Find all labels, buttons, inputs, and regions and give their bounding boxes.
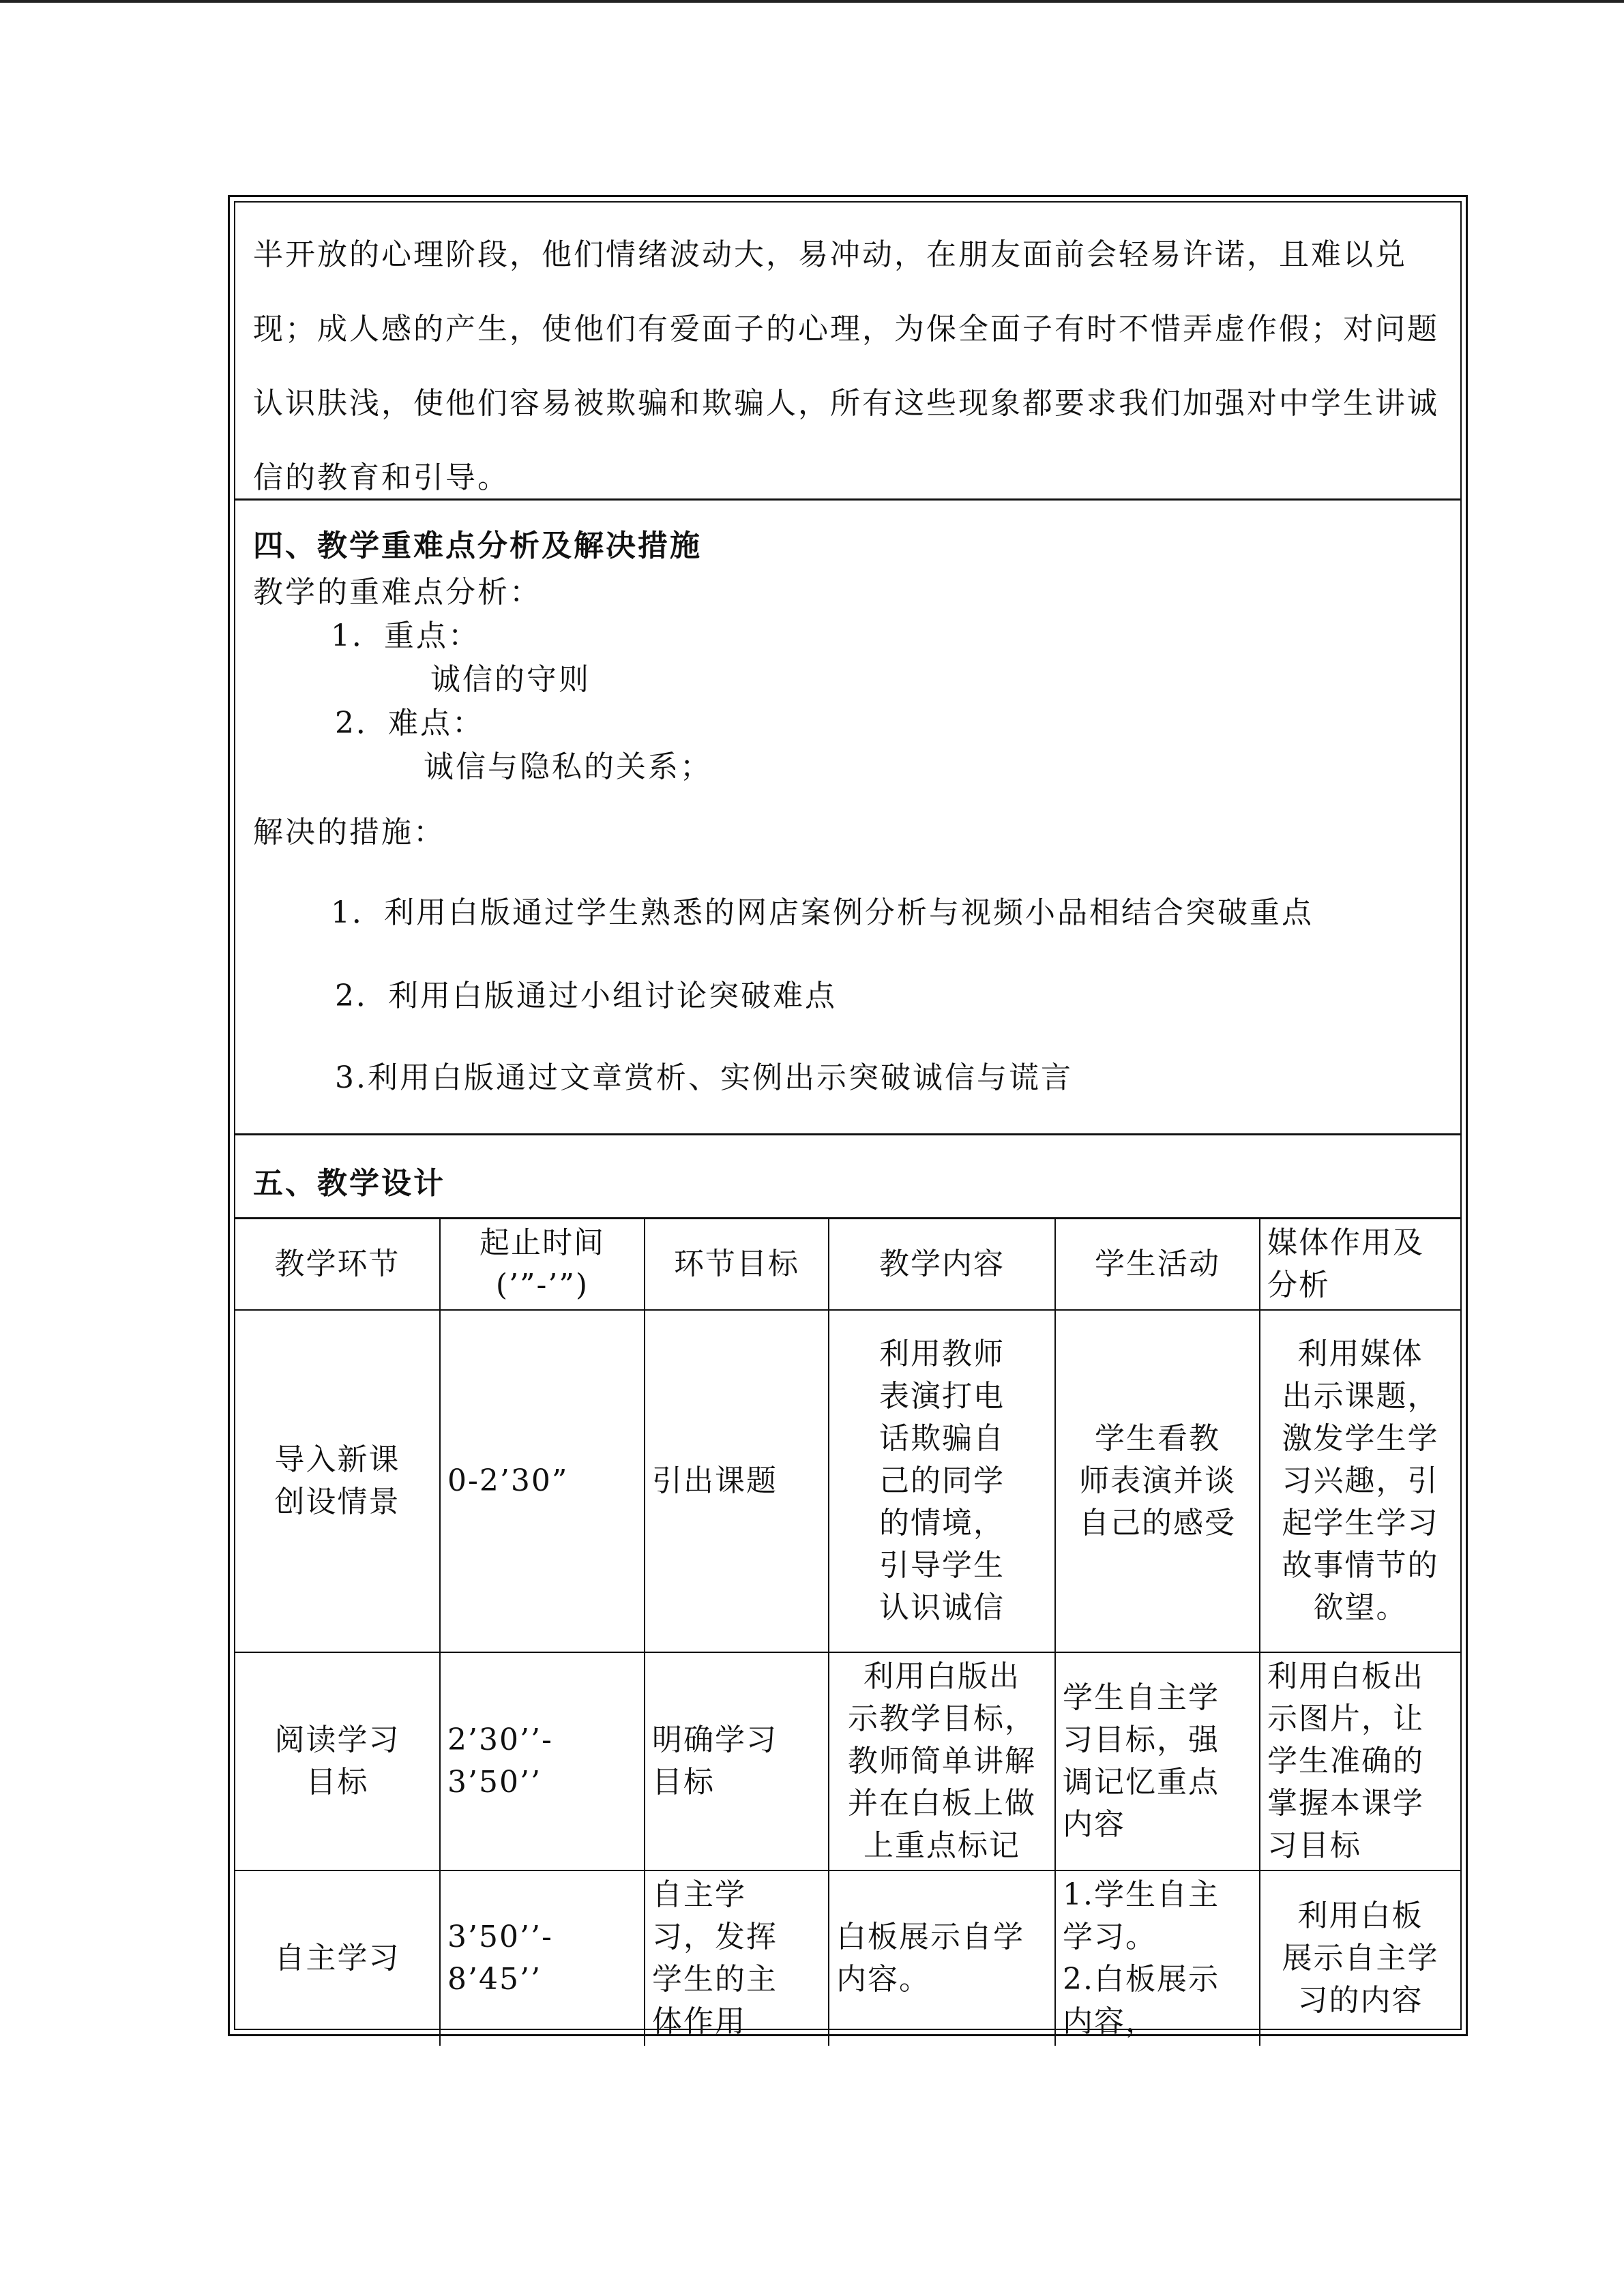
col-header-activity: 学生活动 [1055, 1219, 1260, 1311]
row1-media: 利用媒体 出示课题， 激发学生学 习兴趣，引 起学生学习 故事情节的 欲望。 [1260, 1310, 1460, 1652]
table-row [235, 1870, 1460, 2046]
measure-item-2: 2．利用白版通过小组讨论突破难点 [335, 979, 837, 1013]
row3-time: 3’50’’- 8’45’’ [440, 1870, 645, 2046]
section4-heading: 四、教学重难点分析及解决措施 [253, 528, 702, 563]
table-row [235, 1310, 1460, 1652]
row1-activity: 学生看教 师表演并谈 自己的感受 [1055, 1310, 1260, 1652]
row3-stage: 自主学习 [235, 1870, 440, 2046]
table-header-row [235, 1219, 1460, 1311]
measure-item-1: 1．利用白版通过学生熟悉的网店案例分析与视频小品相结合突破重点 [331, 895, 1314, 930]
col-header-stage: 教学环节 [235, 1219, 440, 1311]
section-key-difficult-points [235, 501, 1460, 1135]
page-top-rule [0, 0, 1624, 3]
document-table-frame [228, 195, 1468, 2039]
row1-goal: 引出课题 [645, 1310, 829, 1652]
row1-content: 利用教师 表演打电 话欺骗自 己的同学 的情境， 引导学生 认识诚信 [829, 1310, 1055, 1652]
student-analysis-paragraph: 半开放的心理阶段，他们情绪波动大，易冲动，在朋友面前会轻易许诺，且难以兑现；成人感的产生，使他们有爱面子的心理，为保全面子有时不惜弄虚作假；对问题认识肤浅，使他们容易被欺骗和欺骗人，所有这些现象都要求我们加强对中学生讲诚信的教育和引导。 [253, 237, 1439, 495]
row2-content: 利用白版出 示教学目标， 教师简单讲解 并在白板上做 上重点标记 [829, 1652, 1055, 1870]
col-header-time: 起止时间 (’”-’”) [440, 1219, 645, 1311]
row2-goal: 明确学习 目标 [645, 1652, 829, 1870]
measure-item-3: 3.利用白版通过文章赏析、实例出示突破诚信与谎言 [335, 1060, 1073, 1095]
row3-content: 白板展示自学 内容。 [829, 1870, 1055, 2046]
section-teaching-design [235, 1135, 1460, 2039]
row2-stage: 阅读学习 目标 [235, 1652, 440, 1870]
section-student-analysis-continued [235, 203, 1460, 501]
col-header-content: 教学内容 [829, 1219, 1055, 1311]
difficult-point-text: 诚信与隐私的关系； [424, 749, 712, 784]
row1-time: 0-2’30” [440, 1310, 645, 1652]
row3-media: 利用白板 展示自主学 习的内容 [1260, 1870, 1460, 2046]
table-row [235, 1652, 1460, 1870]
col-header-goal: 环节目标 [645, 1219, 829, 1311]
row3-goal: 自主学 习，发挥 学生的主 体作用 [645, 1870, 829, 2046]
row2-time: 2’30’’- 3’50’’ [440, 1652, 645, 1870]
col-header-media: 媒体作用及分析 [1260, 1219, 1460, 1311]
teaching-design-table [235, 1217, 1460, 2046]
row2-activity: 学生自主学 习目标，强 调记忆重点 内容 [1055, 1652, 1260, 1870]
document-table-inner-border [234, 201, 1462, 2039]
section5-heading: 五、教学设计 [253, 1166, 445, 1201]
row1-stage: 导入新课 创设情景 [235, 1310, 440, 1652]
analysis-label: 教学的重难点分析： [253, 575, 542, 610]
difficult-point-label: 2．难点： [335, 706, 484, 741]
row3-activity: 1.学生自主 学习。 2.白板展示 内容， [1055, 1870, 1260, 2046]
key-point-label: 1．重点： [331, 618, 480, 653]
key-point-text: 诚信的守则 [430, 662, 591, 697]
row2-media: 利用白板出 示图片，让 学生准确的 掌握本课学 习目标 [1260, 1652, 1460, 1870]
measures-label: 解决的措施： [253, 815, 445, 850]
